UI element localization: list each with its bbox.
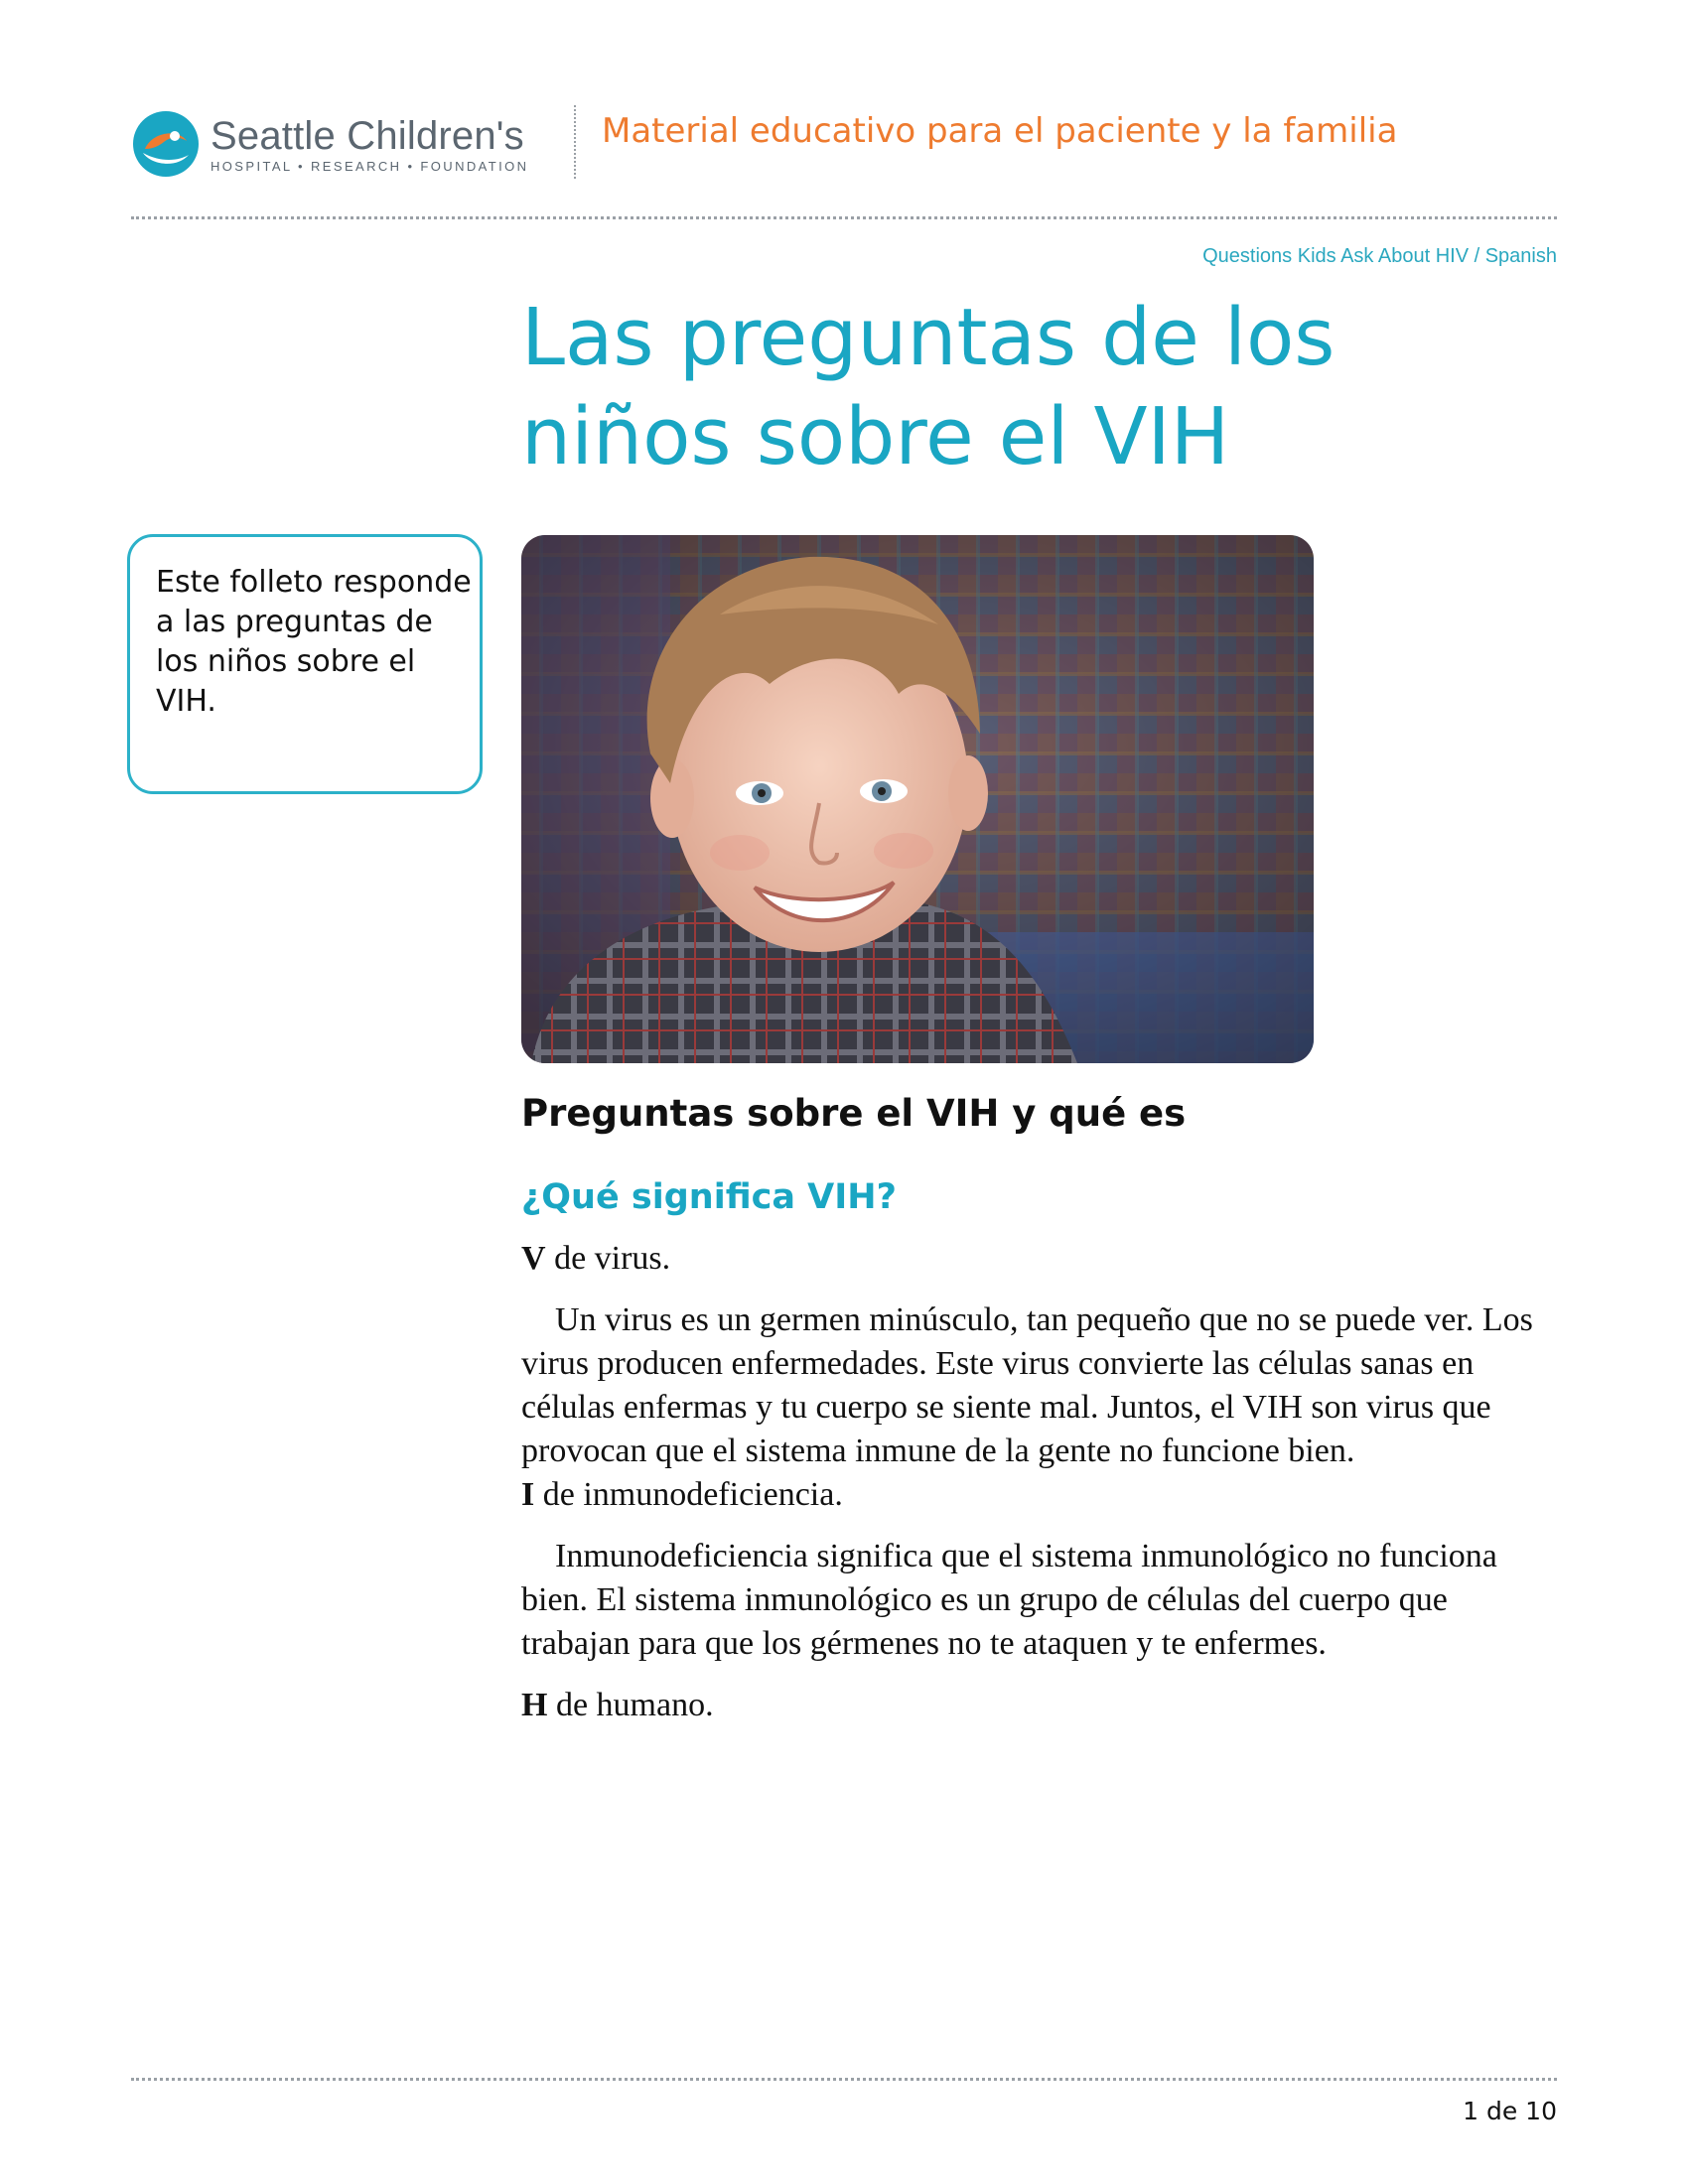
callout-box (127, 534, 483, 794)
i-letter: I (521, 1476, 535, 1513)
v-line (521, 1237, 1564, 1281)
header-title: Material educativo para el paciente y la familia (602, 111, 1398, 151)
boy-photo (521, 535, 1314, 1063)
logo-emblem-icon (131, 109, 201, 179)
seattle-childrens-logo (131, 105, 538, 183)
logo-subtitle: HOSPITAL • RESEARCH • FOUNDATION (211, 158, 529, 174)
h-line (521, 1684, 1564, 1727)
page-title-line-1: Las preguntas de los (521, 292, 1336, 383)
i-line (521, 1473, 1564, 1517)
document-code: Questions Kids Ask About HIV / Spanish (1202, 245, 1557, 267)
h-letter: H (521, 1687, 548, 1723)
logo-name: Seattle Children's (211, 113, 524, 158)
bottom-dotted-rule (131, 2078, 1557, 2081)
page-number: 1 de 10 (1463, 2097, 1557, 2125)
h-rest: de humano. (547, 1687, 714, 1723)
v-letter: V (521, 1240, 546, 1277)
section-heading: Preguntas sobre el VIH y qué es (521, 1092, 1187, 1135)
top-dotted-rule (131, 216, 1557, 219)
paragraph-immunodeficiency: Inmunodeficiencia significa que el sistema inmunológico no funciona bien. El sistema inmunológico es un grupo de células del cuerpo que trabajan para que los gérmenes no te ataquen y te enfermes. (521, 1538, 1497, 1662)
page-title (521, 288, 1514, 486)
callout-text: Este folleto responde a las preguntas de los niños sobre el VIH. (156, 565, 472, 719)
header-divider (574, 105, 576, 179)
boy-photo-image (521, 535, 1314, 1063)
question-heading: ¿Qué significa VIH? (521, 1177, 897, 1217)
v-rest: de virus. (545, 1240, 671, 1277)
paragraph-virus: Un virus es un germen minúsculo, tan pequeño que no se puede ver. Los virus producen enfermedades. Este virus convierte las células sanas en células enfermas y tu cuerpo se siente mal. Juntos, el VIH son virus que provocan que el sistema inmune de la gente no funcione bien. (521, 1301, 1533, 1469)
page-title-line-2: niños sobre el VIH (521, 391, 1230, 482)
body-text (521, 1237, 1564, 1727)
i-rest: de inmunodeficiencia. (534, 1476, 843, 1513)
